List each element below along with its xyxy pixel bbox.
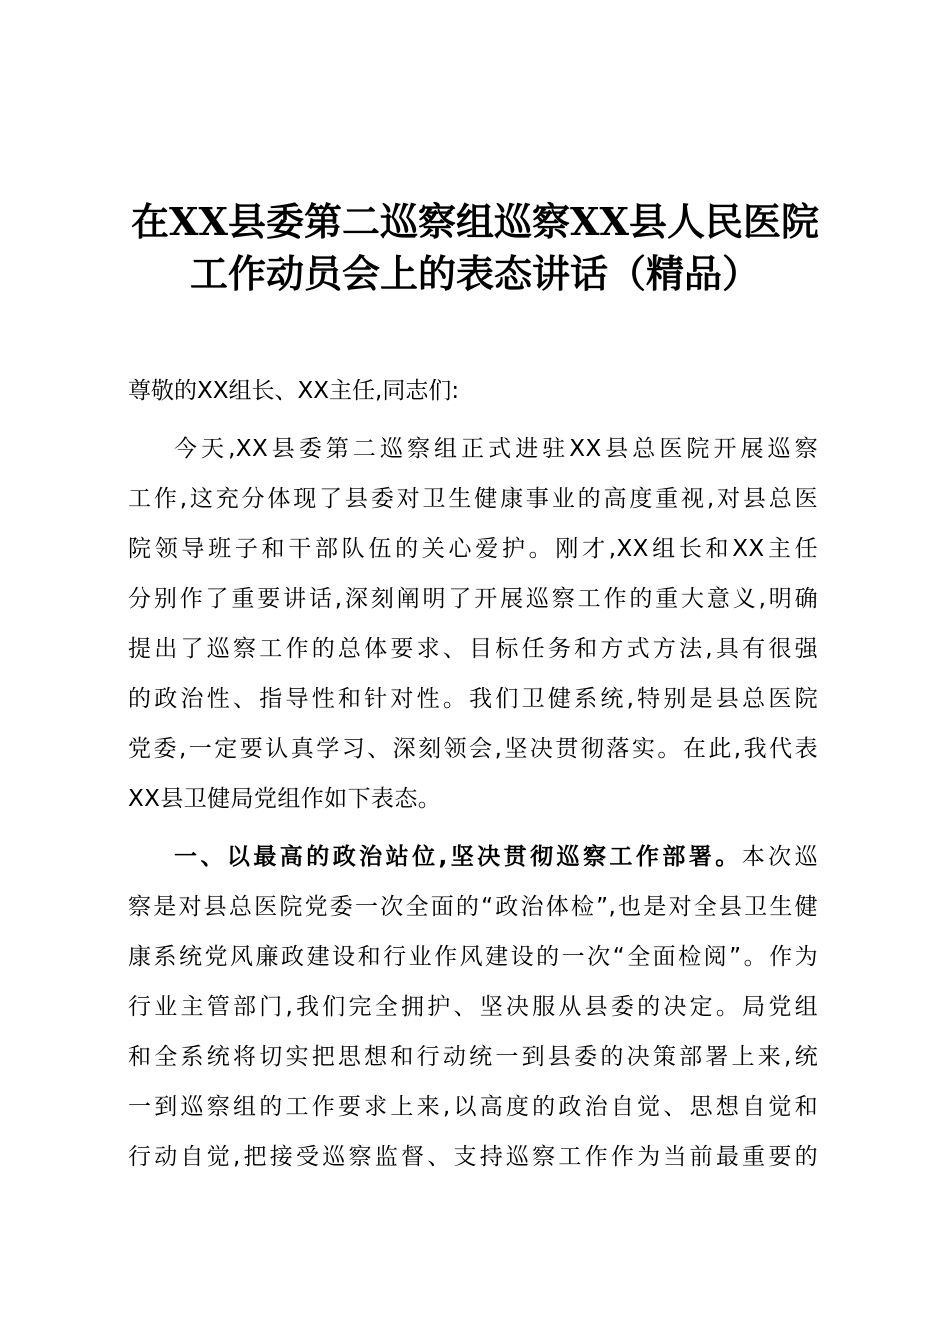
paragraph-line: 今天,XX县委第二巡察组正式进驻XX县总医院开展巡察	[174, 436, 818, 462]
paragraph-line: 和全系统将切实把思想和行动统一到县委的决策部署上来,统	[128, 1044, 818, 1070]
paragraph-line: 的政治性、指导性和针对性。我们卫健系统,特别是县总医院	[128, 686, 818, 712]
paragraph-line: 工作,这充分体现了县委对卫生健康事业的高度重视,对县总医	[128, 486, 818, 512]
paragraph-line: 分别作了重要讲话,深刻阐明了开展巡察工作的重大意义,明确	[128, 586, 818, 612]
title-line-1: 在XX县委第二巡察组巡察XX县人民医院	[131, 199, 819, 244]
paragraph-line: 一到巡察组的工作要求上来,以高度的政治自觉、思想自觉和	[128, 1094, 818, 1120]
document-title	[60, 196, 890, 300]
paragraph-line: 康系统党风廉政建设和行业作风建设的一次“全面检阅”。作为	[128, 944, 818, 970]
paragraph-line: 察是对县总医院党委一次全面的“政治体检”,也是对全县卫生健	[128, 894, 818, 920]
paragraph-opening	[128, 424, 818, 824]
paragraph-line	[128, 832, 818, 882]
section-heading: 一、以最高的政治站位,坚决贯彻巡察工作部署。	[174, 844, 742, 870]
title-line-2: 工作动员会上的表态讲话（精品）	[189, 251, 760, 296]
paragraph-section-one	[128, 832, 818, 1182]
paragraph-line: 党委,一定要认真学习、深刻领会,坚决贯彻落实。在此,我代表	[128, 736, 818, 762]
salutation: 尊敬的XX组长、XX主任,同志们:	[128, 378, 460, 404]
document-body	[128, 366, 818, 1190]
section-heading-continuation: 本次巡	[741, 844, 818, 870]
paragraph-line: 行业主管部门,我们完全拥护、坚决服从县委的决定。局党组	[128, 994, 818, 1020]
paragraph-line: 行动自觉,把接受巡察监督、支持巡察工作作为当前最重要的	[128, 1144, 818, 1170]
paragraph-line: 提出了巡察工作的总体要求、目标任务和方式方法,具有很强	[128, 636, 818, 662]
paragraph-line: XX县卫健局党组作如下表态。	[128, 786, 442, 812]
paragraph-line: 院领导班子和干部队伍的关心爱护。刚才,XX组长和XX主任	[128, 536, 818, 562]
